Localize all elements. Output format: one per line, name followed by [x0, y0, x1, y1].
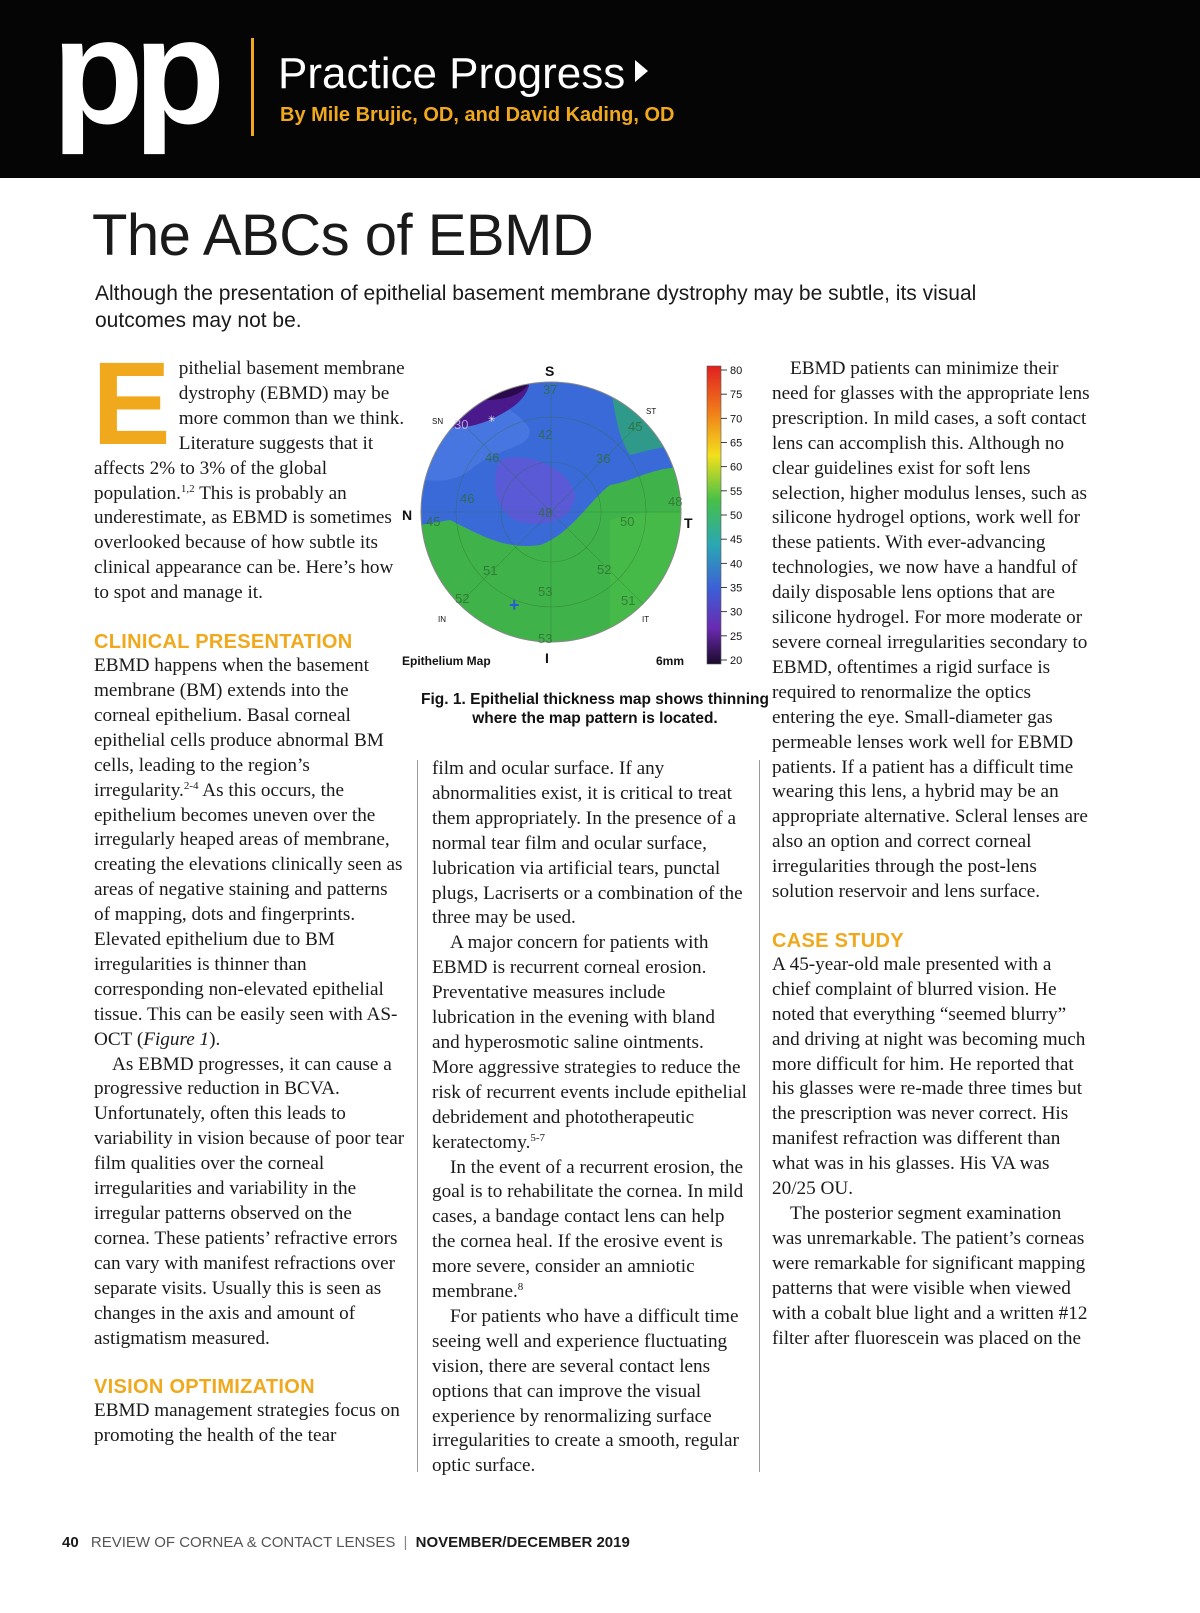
map-value: 30 — [454, 417, 469, 432]
intro-text-tail: This is probably an underestimate, as EBMD is sometimes overlooked because of how subtle its clinical appearance can be. Here’s how to spot and manage it. — [94, 482, 394, 604]
scale-tick-label: 50 — [730, 510, 743, 522]
map-value: 50 — [620, 514, 635, 529]
scale-tick-label: 80 — [730, 365, 743, 377]
map-value: 52 — [597, 562, 612, 577]
direction-in: IN — [438, 615, 446, 624]
page-footer — [62, 1534, 630, 1551]
scale-tick-label: 35 — [730, 582, 743, 595]
map-value: 45 — [628, 419, 643, 434]
intro-paragraph — [92, 338, 406, 606]
paragraph-text: A major concern for patients with EBMD is recurrent corneal erosion. Preventative measures include lubrication in the evening with bland and hyperosmotic saline ointments. More aggressive strategies to reduce the risk of recurrent events include epithelial debridement and phototherapeutic keratectomy. — [432, 932, 747, 1153]
direction-it: IT — [642, 615, 650, 624]
scale-tick-label: 75 — [730, 389, 743, 402]
heading-case-study: CASE STUDY — [772, 929, 904, 952]
publication-name: REVIEW OF CORNEA & CONTACT LENSES — [90, 1534, 396, 1551]
column-1 — [92, 338, 406, 1449]
scale-tick-label: 40 — [730, 558, 743, 571]
direction-n: N — [402, 507, 413, 523]
article-title: The ABCs of EBMD — [92, 203, 594, 268]
column-3 — [772, 357, 1090, 1351]
paragraph — [94, 654, 406, 1053]
paragraph: For patients who have a difficult time seeing well and experience fluctuating vision, there are several contact lens options that can improve the visual experience by renormalizing surface irregularities to create a smooth, regular optic surface. — [432, 1305, 739, 1477]
direction-sn: SN — [432, 417, 444, 426]
map-disc — [410, 360, 710, 660]
footer-separator: | — [403, 1534, 408, 1551]
scale-tick-label: 60 — [730, 461, 743, 474]
paragraph-text: In the event of a recurrent erosion, the goal is to rehabilitate the cornea. In mild cases, a bandage contact lens can help the cornea heal. If the erosive event is more severe, consider an amniotic membrane. — [432, 1156, 744, 1303]
paragraph — [432, 931, 747, 1155]
scale-tick-label: 65 — [730, 437, 743, 450]
drop-cap: E — [92, 338, 171, 470]
section-title — [278, 49, 648, 98]
map-value: 36 — [596, 451, 611, 466]
citation: 1,2 — [180, 482, 195, 495]
citation: 8 — [517, 1281, 524, 1294]
arrow-right-icon — [635, 60, 648, 82]
scale-tick-label: 70 — [730, 413, 743, 426]
map-label: Epithelium Map — [402, 654, 491, 668]
map-value: 37 — [543, 382, 558, 397]
paragraph: EBMD patients can minimize their need for glasses with the appropriate lens prescription. In mild cases, a soft contact lens can accomplish this. Although no clear guidelines exist for soft lens selection, higher modulus lenses, such as silicone hydrogel options, work well for these patients. With ever-advancing technologies, we now have a handful of daily disposable lens options that are silicone hydrogel. For more moderate or severe corneal irregularities secondary to EBMD, oftentimes a rigid surface is required to renormalize the optics entering the eye. Small-diameter gas permeable lenses work well for EBMD patients. If a patient has a difficult time wearing this lens, a hybrid may be an appropriate alternative. Scleral lenses are also an option and correct corneal irregularities through the post-lens solution reservoir and lens surface. — [772, 358, 1090, 903]
byline: By Mile Brujic, OD, and David Kading, OD — [280, 104, 675, 126]
header-band — [0, 0, 1200, 178]
citation: 5-7 — [530, 1131, 546, 1144]
direction-t: T — [684, 515, 693, 531]
figure-reference: Figure 1 — [143, 1028, 210, 1050]
map-value: 52 — [455, 591, 470, 606]
pp-logo: pp — [52, 0, 216, 155]
citation: 2-4 — [183, 779, 199, 792]
color-scale-bar — [707, 366, 721, 664]
column-rule — [759, 760, 760, 1472]
direction-i: I — [545, 650, 549, 666]
paragraph: As EBMD progresses, it can cause a progressive reduction in BCVA. Unfortunately, often this leads to variability in vision because of poor tear film qualities over the corneal irregularities and variability in the irregular patterns observed on the cornea. These patients’ refractive errors can vary with manifest refractions over separate visits. Usually this is seen as changes in the axis and amount of astigmatism measured. — [94, 1053, 405, 1349]
center-marker: + — [509, 595, 520, 615]
header-divider — [251, 38, 254, 136]
scale-tick-label: 25 — [730, 630, 743, 643]
paragraph-text: EBMD happens when the basement membrane (BM) extends into the corneal epithelium. Basal corneal epithelial cells produce abnormal BM cells, leading to the region’s irregularity. — [94, 655, 384, 801]
paragraph: EBMD management strategies focus on promoting the health of the tear — [94, 1400, 400, 1447]
scale-tick-label: 30 — [730, 606, 743, 619]
paragraph-text: As this occurs, the epithelium becomes uneven over the irregularly heaped areas of membrane, creating the elevations clinically seen as areas of negative staining and patterns of mapping, dots and fingerprints. Elevated epithelium due to BM irregularities is thinner than corresponding non-elevated epithelial tissue. This can be easily seen with AS-OCT ( — [94, 779, 403, 1050]
scale-tick-label: 20 — [730, 655, 743, 667]
intro-text: pithelial basement membrane dystrophy (EBMD) may be more common than we think. Literature suggests that it affects 2% to 3% of the global population. — [94, 358, 405, 504]
epithelium-map-figure — [402, 360, 770, 730]
paragraph: The posterior segment examination was unremarkable. The patient’s corneas were remarkable for significant mapping patterns that were visible when viewed with a cobalt blue light and a written #12 filter after fluorescein was placed on the — [772, 1203, 1088, 1349]
map-value: 53 — [538, 631, 553, 646]
heading-clinical-presentation: CLINICAL PRESENTATION — [94, 631, 353, 654]
heading-vision-optimization: VISION OPTIMIZATION — [94, 1376, 315, 1399]
center-star: ✳ — [488, 414, 496, 424]
paragraph-text: ). — [209, 1028, 221, 1050]
article-dek: Although the presentation of epithelial basement membrane dystrophy may be subtle, its visual outcomes may not be. — [95, 282, 977, 332]
map-value: 45 — [426, 514, 441, 529]
map-value: 48 — [668, 494, 683, 509]
figure-caption: Fig. 1. Epithelial thickness map shows thinning where the map pattern is located. — [421, 691, 769, 727]
issue-date: NOVEMBER/DECEMBER 2019 — [415, 1534, 630, 1551]
column-2 — [432, 757, 747, 1479]
map-value: 51 — [483, 563, 498, 578]
map-value: 46 — [460, 491, 475, 506]
direction-s: S — [545, 363, 555, 379]
map-value: 46 — [485, 450, 500, 465]
color-scale-ticks — [721, 365, 742, 667]
map-value: 53 — [538, 584, 553, 599]
section-title-text: Practice Progress — [278, 49, 626, 98]
paragraph — [432, 1156, 747, 1305]
scale-tick-label: 55 — [730, 485, 743, 498]
paragraph: film and ocular surface. If any abnormalities exist, it is critical to treat them appropriately. In the presence of a normal tear film and ocular surface, lubrication via artificial tears, punctal plugs, Lacriserts or a combination of the three may be used. — [432, 758, 743, 929]
epithelium-map — [402, 360, 770, 690]
map-value: 48 — [538, 505, 553, 520]
paragraph: A 45-year-old male presented with a chief complaint of blurred vision. He noted that everything “seemed blurry” and driving at night was becoming much more difficult for him. He reported that his glasses were re-made three times but the prescription was never correct. His manifest refraction was different than what was in his glasses. His VA was 20/25 OU. — [772, 953, 1086, 1200]
scale-label: 6mm — [656, 654, 685, 668]
column-rule — [417, 760, 418, 1472]
page-number: 40 — [62, 1534, 79, 1551]
scale-tick-label: 45 — [730, 534, 743, 547]
direction-st: ST — [646, 407, 657, 416]
map-value: 51 — [621, 593, 636, 608]
map-value: 42 — [538, 427, 553, 442]
